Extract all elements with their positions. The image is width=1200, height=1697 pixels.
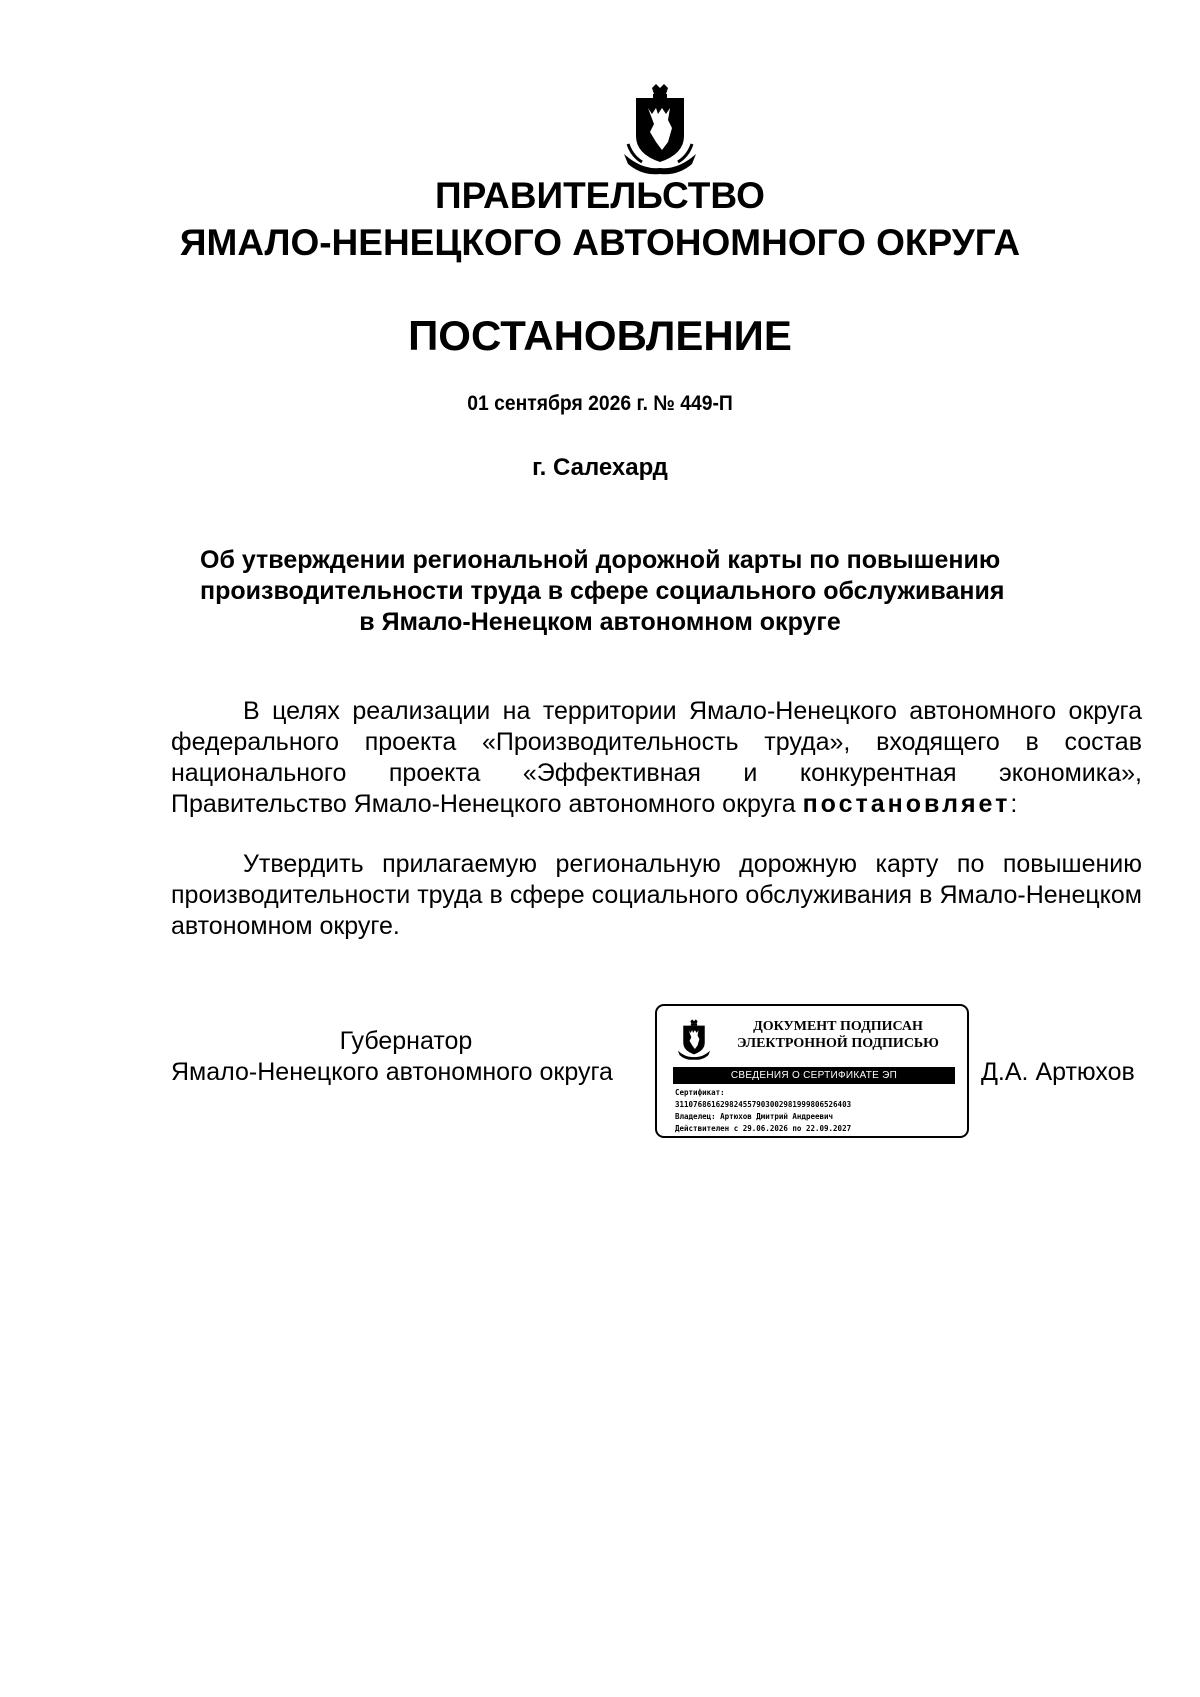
stamp-title-line: ЭЛЕКТРОННОЙ ПОДПИСЬЮ bbox=[737, 1036, 939, 1051]
stamp-title bbox=[719, 1018, 957, 1052]
certificate-validity: Действителен с 29.06.2026 по 22.09.2027 bbox=[675, 1124, 852, 1133]
certificate-owner: Владелец: Артюхов Дмитрий Андреевич bbox=[675, 1112, 834, 1121]
stamp-certificate-bar: СВЕДЕНИЯ О СЕРТИФИКАТЕ ЭП bbox=[673, 1067, 955, 1084]
preamble-paragraph bbox=[171, 696, 1142, 820]
document-type: ПОСТАНОВЛЕНИЕ bbox=[408, 312, 792, 359]
document-date-number: 01 сентября 2026 г. № 449-П bbox=[467, 392, 733, 415]
organization-title: ПРАВИТЕЛЬСТВО bbox=[435, 175, 765, 216]
preamble-end: : bbox=[1010, 790, 1018, 818]
subject-line: производительности труда в сфере социального обслуживания bbox=[200, 577, 1005, 605]
coat-of-arms-icon bbox=[622, 84, 698, 176]
stamp-title-line: ДОКУМЕНТ ПОДПИСАН bbox=[753, 1019, 923, 1034]
signatory-position: Губернатор bbox=[339, 1027, 473, 1055]
signatory-region: Ямало-Ненецкого автономного округа bbox=[171, 1058, 613, 1086]
resolution-paragraph: Утвердить прилагаемую региональную дорожную карту по повышению производительности труда в сфере социального обслуживания в Ямало-Ненецком автономном округе. bbox=[171, 850, 1142, 940]
organization-region: ЯМАЛО-НЕНЕЦКОГО АВТОНОМНОГО ОКРУГА bbox=[179, 222, 1021, 263]
document-city: г. Салехард bbox=[532, 454, 668, 481]
preamble-text: В целях реализации на территории Ямало-Ненецкого автономного округа федерального проекта «Производительность труда», входящего в состав национального проекта «Эффективная и конкурентная экономика», Правительство Ямало-Ненецкого автономного округа bbox=[171, 697, 1142, 818]
electronic-signature-stamp bbox=[655, 1004, 969, 1138]
coat-of-arms-icon bbox=[677, 1016, 711, 1064]
certificate-number: 31107686162982455790300298199980652640З bbox=[675, 1100, 852, 1109]
signatory-name: Д.А. Артюхов bbox=[981, 1058, 1135, 1086]
subject-line: Об утверждении региональной дорожной карты по повышению bbox=[200, 546, 1001, 574]
stamp-certificate-info bbox=[675, 1087, 965, 1135]
subject-line: в Ямало-Ненецком автономном округе bbox=[359, 608, 841, 636]
document-subject bbox=[200, 545, 1005, 638]
resolve-keyword: постановляет bbox=[802, 790, 1011, 818]
certificate-label: Сертификат: bbox=[675, 1088, 725, 1097]
